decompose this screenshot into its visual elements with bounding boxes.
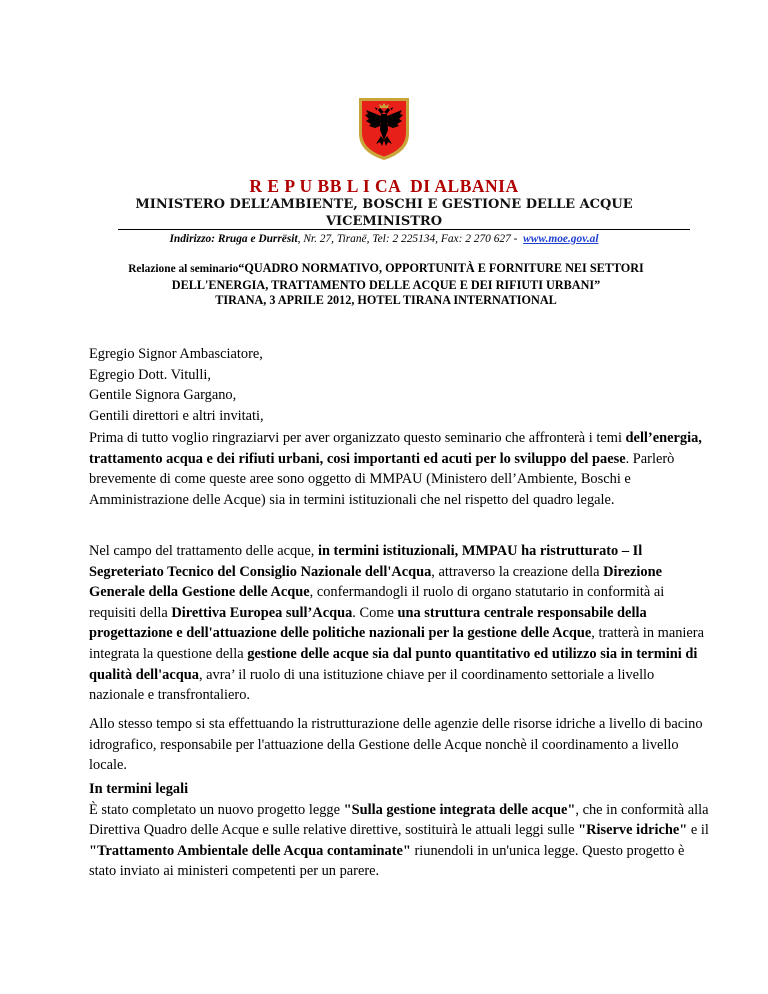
bold-run: Direttiva Europea sull’Acqua — [171, 604, 353, 621]
seminar-line-3: TIRANA, 3 APRILE 2012, HOTEL TIRANA INTERNATIONAL — [215, 293, 557, 307]
seminar-intro: Relazione al seminario — [128, 263, 239, 275]
address-line — [0, 233, 768, 245]
bold-run: Direzione Generale della Gestione delle Acque — [89, 563, 662, 601]
text-run: , confermandogli il ruolo di organo statutario in conformità ai requisiti della — [89, 584, 665, 621]
seminar-title — [80, 261, 692, 309]
seminar-line-2: DELL'ENERGIA, TRATTAMENTO DELLE ACQUE E DEI RIFIUTI URBANI” — [171, 277, 601, 292]
ministry-name — [0, 196, 768, 230]
text-run: riunendoli in un'unica legge. Questo progetto è stato inviato ai ministeri competenti per un parere. — [89, 842, 685, 880]
website-link[interactable]: www.moe.gov.al — [523, 233, 599, 245]
bold-run: in termini istituzionali, MMPAU ha ristrutturato – Il Segreteriato Tecnico del Consiglio Nazionale dell'Acqua — [89, 543, 643, 580]
bold-run: "Trattamento Ambientale delle Acqua contaminate" — [89, 842, 411, 859]
text-run: . Come — [352, 604, 398, 621]
text-run: È stato completato un nuovo progetto legge — [89, 801, 344, 818]
text-run: , che in conformità alla Direttiva Quadro delle Acque e sulle relative direttive, sostituirà le attuali leggi sulle — [89, 801, 709, 839]
text-run: . Parlerò brevemente di come queste aree sono oggetto di MMPAU (Ministero dell’Ambiente, Boschi e Amministrazione delle Acque) sia in termini istituzionali che nel rispetto del quadro legale. — [89, 450, 675, 508]
republic-title: R E P U BB L I CA DI ALBANIA — [249, 176, 519, 196]
text-run: Prima di tutto voglio ringraziarvi per aver organizzato questo seminario che affronterà i temi — [89, 430, 626, 446]
section-heading: In termini legali — [89, 781, 189, 797]
seminar-line-1: “QUADRO NORMATIVO, OPPORTUNITÀ E FORNITURE NEI SETTORI — [238, 261, 644, 275]
paragraph-legal — [89, 779, 709, 882]
ministry-line-1: MINISTERO DELL’AMBIENTE, BOSCHI E GESTIONE DELLE ACQUE — [135, 197, 633, 212]
bold-run: "Sulla gestione integrata delle acque" — [343, 801, 576, 818]
paragraph-institutional — [89, 541, 709, 706]
text-run: Allo stesso tempo si sta effettuando la ristrutturazione delle agenzie delle risorse idriche a livello di bacino idrografico, responsabile per l'attuazione della Gestione delle Acque nonchè il coordinamento a livello locale. — [89, 716, 703, 774]
greeting-line: Egregio Dott. Vitulli, — [89, 366, 211, 383]
greeting-line: Gentili direttori e altri invitati, — [89, 407, 264, 424]
bold-run: "Riserve idriche" — [578, 822, 688, 839]
greetings — [89, 344, 709, 426]
paragraph-intro — [89, 428, 709, 510]
header-divider — [118, 229, 690, 230]
paragraph-agencies — [89, 714, 709, 776]
ministry-line-2: VICEMINISTRO — [325, 214, 443, 229]
text-run: e il — [687, 822, 709, 839]
greeting-line: Egregio Signor Ambasciatore, — [89, 346, 263, 362]
text-run: , avra’ il ruolo di una istituzione chiave per il coordinamento settoriale a livello nazionale e transfrontaliero. — [89, 666, 655, 704]
bold-run: dell’energia, trattamento acqua e dei rifiuti urbani, cosi importanti ed acuti per lo sviluppo del paese — [89, 430, 702, 467]
bold-run: gestione delle acque sia dal punto quantitativo ed utilizzo sia in termini di qualità dell'acqua — [89, 645, 698, 683]
text-run: Nel campo del trattamento delle acque, — [89, 543, 318, 559]
text-run: , tratterà in maniera integrata la questione della — [89, 625, 704, 662]
address-label: Indirizzo: Rruga e Durrësit — [169, 233, 298, 245]
text-run: , attraverso la creazione della — [431, 563, 604, 580]
bold-run: una struttura centrale responsabile della progettazione e dell'attuazione delle politiche nazionali per la gestione delle Acque — [89, 604, 647, 642]
greeting-line: Gentile Signora Gargano, — [89, 387, 237, 404]
albanian-eagle-emblem-icon — [356, 96, 412, 162]
address-details: , Nr. 27, Tiranë, Tel: 2 225134, Fax: 2 270 627 - — [297, 233, 524, 245]
